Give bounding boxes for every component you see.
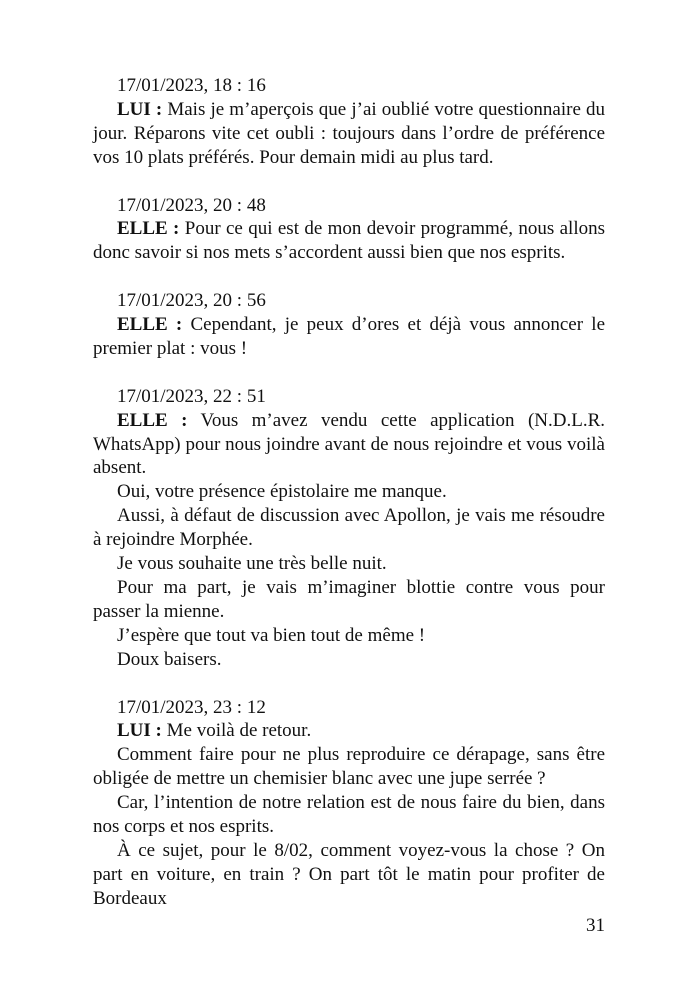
message-paragraph: Car, l’intention de notre relation est de nous faire du bien, dans nos corps et nos esprits. — [93, 792, 605, 838]
speaker-label: ELLE : — [117, 218, 180, 240]
message-paragraph — [93, 313, 605, 361]
page-number: 31 — [586, 915, 605, 936]
message-entry — [93, 74, 605, 170]
message-paragraph: À ce sujet, pour le 8/02, comment voyez-vous la chose ? On part en voiture, en train ? On part tôt le matin pour profiter de Bordeaux — [93, 839, 605, 909]
message-paragraph: Comment faire pour ne plus reproduire ce dérapage, sans être obligée de mettre un chemisier blanc avec une jupe serrée ? — [93, 744, 605, 790]
message-entry — [93, 194, 605, 266]
message-entry — [93, 696, 605, 911]
message-paragraph: Doux baisers. — [117, 648, 222, 670]
message-paragraph — [93, 98, 605, 170]
message-paragraph — [93, 217, 605, 265]
message-paragraph: Je vous souhaite une très belle nuit. — [117, 553, 387, 575]
speaker-label: LUI : — [117, 98, 163, 120]
message-paragraph — [93, 719, 605, 743]
message-paragraph: Aussi, à défaut de discussion avec Apollon, je vais me résoudre à rejoindre Morphée. — [93, 505, 605, 551]
message-paragraph — [93, 409, 605, 481]
message-text: Vous m’avez vendu cette application (N.D.L.R. WhatsApp) pour nous joindre avant de nous rejoindre et vous voilà absent. — [93, 409, 605, 479]
message-date: 17/01/2023, 23 : 12 — [117, 696, 266, 718]
message-paragraph: Oui, votre présence épistolaire me manque. — [117, 481, 447, 503]
message-entry — [93, 385, 605, 672]
message-paragraph: Pour ma part, je vais m’imaginer blottie contre vous pour passer la mienne. — [93, 576, 605, 622]
speaker-label: ELLE : — [117, 409, 188, 431]
message-date: 17/01/2023, 20 : 56 — [117, 290, 266, 312]
speaker-label: ELLE : — [117, 314, 183, 336]
message-text: Me voilà de retour. — [166, 720, 312, 742]
message-date: 17/01/2023, 22 : 51 — [117, 385, 266, 407]
message-paragraph: J’espère que tout va bien tout de même ! — [117, 624, 426, 646]
message-text: Mais je m’aperçois que j’ai oublié votre questionnaire du jour. Réparons vite cet oubli : toujours dans l’ordre de préférence vos 10 plats préférés. Pour demain midi au plus tard. — [93, 98, 606, 168]
speaker-label: LUI : — [117, 720, 162, 742]
message-date: 17/01/2023, 18 : 16 — [117, 75, 266, 96]
message-text: Pour ce qui est de mon devoir programmé, nous allons donc savoir si nos mets s’accordent aussi bien que nos esprits. — [93, 218, 605, 264]
text-body — [93, 74, 605, 935]
message-date: 17/01/2023, 20 : 48 — [117, 194, 266, 216]
message-entry — [93, 289, 605, 361]
message-text: Cependant, je peux d’ores et déjà vous annoncer le premier plat : vous ! — [93, 314, 606, 359]
